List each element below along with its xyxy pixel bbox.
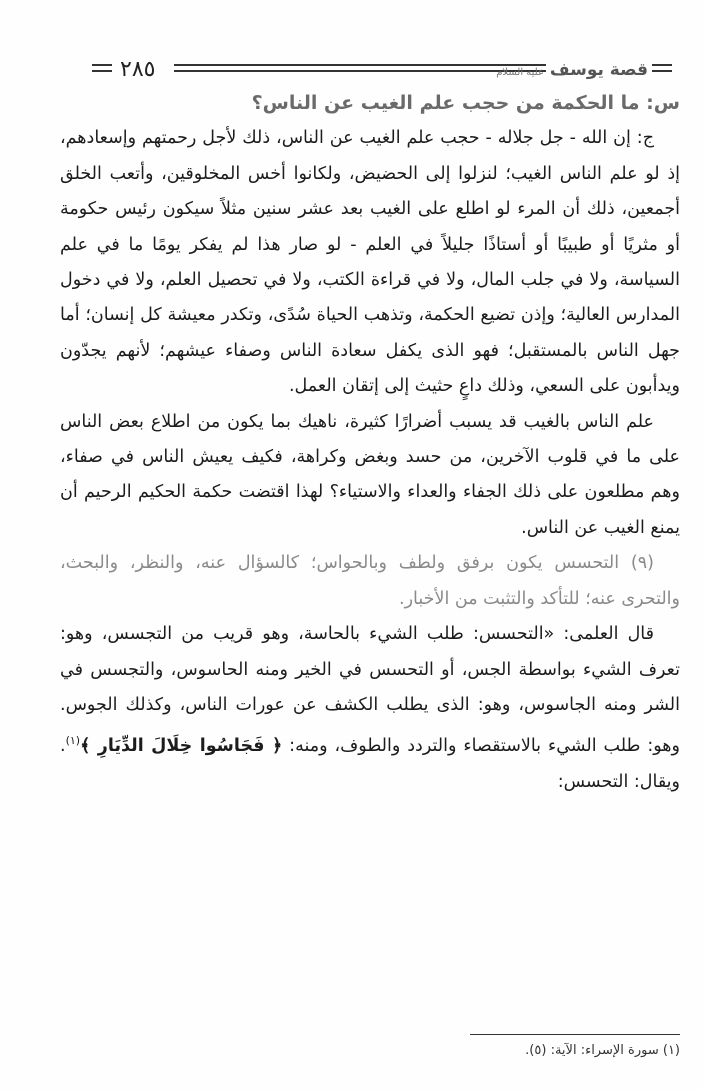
page-number: ٢٨٥ [120,57,156,82]
quote-tail: . ويقال: التحسس: [60,736,680,792]
body-paragraph: علم الناس بالغيب قد يسبب أضرارًا كثيرة، ناهيك بما يكون من اطلاع بعض الناس على ما في قلوب الآخرين، من حسد وبغض وكراهة، فكيف يعيش الناس في صفاء، وهم مطلعون على ذلك الجفاء والعداء والاستياء؟ لهذا اقتضت حكمة الحكيم الرحيم أن يمنع الغيب عن الناس. [60,411,680,538]
footnote-divider [470,1034,680,1035]
quote-paragraph [60,617,680,800]
page-header [92,52,672,88]
quran-verse: ﴿ فَجَاسُوا خِلَالَ الدِّيَارِ ﴾ [80,736,283,757]
footnote-marker: (١) [65,734,81,748]
quote-text: قال العلمى: «التحسس: طلب الشيء بالحاسة، وهو قريب من التجسس، وهو: تعرف الشيء بواسطة الجس، أو التحسس في الخير ومنه الحاسوس، والتجسس في الشر ومنه الجاسوس، وهو: الذى يطلب الكشف عن عورات الناس، وكذلك الجوس. وهو: طلب الشيء بالاستقصاء والتردد والطوف، ومنه: [60,624,680,757]
header-rule-left [92,64,112,72]
honorific-glyph: عليه السلام [496,67,544,78]
footnote: (١) سورة الإسراء: الآية: (٥). [525,1043,680,1058]
numbered-note-paragraph: (٩) التحسس يكون برفق ولطف وبالحواس؛ كالسؤال عنه، والنظر، والبحث، والتحرى عنه؛ للتأكد والتثبت من الأخبار. [60,553,680,609]
page-body [60,86,680,800]
question-heading: س: ما الحكمة من حجب علم الغيب عن الناس؟ [251,92,680,114]
header-rule-middle [174,64,546,72]
header-rule-right [652,64,672,72]
answer-paragraph: ج: إن الله - جل جلاله - حجب علم الغيب عن الناس، ذلك لأجل رحمتهم وإسعادهم، إذ لو علم الناس الغيب؛ لنزلوا إلى الحضيض، ولكانوا أخس المخلوقين، وأتعب الخلق أجمعين، ذلك أن المرء لو اطلع على الغيب بعد عشر سنين مثلاً سيكون رئيس حكومة أو مثريًا أو طبيبًا أو أستاذًا جليلاً في العلم - لو صار هذا لم يفكر يومًا ما في علم السياسة، ولا في جلب المال، ولا في قراءة الكتب، ولا في تحصيل العلم، ولا في دخول المدارس العالية؛ وإذن تضيع الحكمة، وتذهب الحياة سُدًى، وتكدر معيشة كل إنسان؛ أما جهل الناس بالمستقبل؛ فهو الذى يكفل سعادة الناس وصفاء عيشهم؛ لأنهم يجدّون ويدأبون على السعي، وذلك داعٍ حثيث إلى إتقان العمل. [60,128,680,397]
running-title-text: قصة يوسف [549,60,648,80]
